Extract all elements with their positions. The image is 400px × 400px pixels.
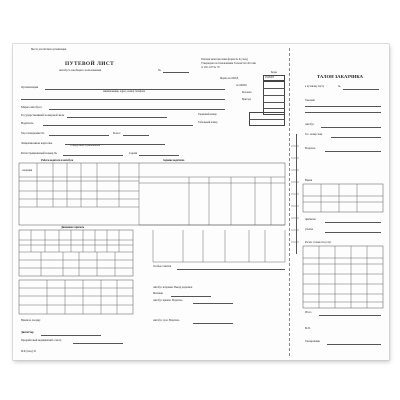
organization-label: Организация [21, 85, 39, 89]
coupon-time-label: Время [305, 179, 313, 182]
personnel-label: Табельный номер [198, 121, 218, 124]
org-stamp-note: Место для штампа организации [31, 48, 67, 51]
coupon-customer-label: Заказчик [305, 99, 315, 102]
plate-field[interactable] [67, 117, 167, 118]
okud-label: Форма по ОКУД [220, 77, 239, 80]
work-section-title: Работа водителя и автобуса [41, 159, 74, 162]
approval-line-2: Утверждена постановлением Госкомстата России [201, 62, 256, 65]
series-label: Серия [129, 151, 138, 155]
garage-label: Гаражный номер [198, 113, 217, 116]
coupon-time-table [303, 184, 383, 212]
brigade-label: Бригада [242, 98, 251, 101]
coupon-customer-field[interactable] [305, 106, 381, 107]
coupon-plate-label: Гос. номер знак [305, 133, 323, 136]
bus-issued-label: Автобус исправен. Выезд разрешен [153, 286, 193, 289]
number-field[interactable] [163, 72, 189, 73]
coupon-plate-field[interactable] [331, 137, 381, 138]
fuel-section-title: Движение горючего [61, 226, 85, 229]
license-card-types: стандартная, ограниченная [70, 144, 100, 147]
extra-notes-label: Особые отметки [153, 265, 172, 268]
postings-label: Время на поездку [21, 319, 41, 322]
coupon-departure-label: убытие [305, 228, 313, 231]
page-note: Ф.6 (спец.) 01 [21, 350, 37, 353]
work-task-table [19, 163, 285, 225]
form-subtitle: автобуса необщего пользования [59, 68, 101, 72]
approval-line-3: от 28.11.97 № 78 [201, 66, 220, 69]
license-card-label: Лицензионная карточка [21, 141, 53, 145]
license-field[interactable] [49, 135, 109, 136]
reg-number-field[interactable] [63, 155, 123, 156]
class-label: Класс [113, 131, 121, 135]
codes-box [263, 81, 285, 115]
operation-col: операция [22, 169, 33, 172]
license-label: Удостоверение № [21, 131, 45, 135]
mechanic-label: Механик [153, 292, 163, 295]
coupon-bus-label: Автобус [305, 123, 315, 126]
coupon-driver-label: Водитель [305, 147, 316, 150]
approval-line-1: Типовая межотраслевая форма № 6 (спец.) [201, 58, 249, 61]
organization-caption: наименование, адрес, номер телефона [103, 90, 146, 93]
dispatcher-label: Диспетчер [21, 331, 34, 334]
driver-label: Водитель [21, 121, 34, 125]
coupon-number-field[interactable] [343, 89, 379, 90]
bus-make-label: Марка автобуса [21, 105, 42, 109]
codes-label: Коды [271, 71, 277, 74]
number-sign: № [158, 68, 161, 72]
coupon-bus-field[interactable] [321, 127, 381, 128]
task-continuation-grid [153, 230, 285, 262]
coupon-stamp-label: М.П. [305, 327, 311, 330]
reg-number-label: Регистрационный номер № [21, 151, 58, 155]
bus-make-field[interactable] [49, 109, 225, 110]
coupon-arrival-label: прибытие [305, 218, 316, 221]
coupon-tariff-signature[interactable] [327, 344, 381, 345]
waybill-form-sheet [13, 44, 389, 360]
coupon-total-label: Итого [305, 311, 312, 314]
coupon-number-label: к путевому листу [305, 85, 325, 88]
task-section-title: Задание водителю [163, 159, 185, 162]
column-label: Колонна [242, 91, 252, 94]
time-table [19, 280, 133, 314]
medical-label: Предрейсовый медицинский осмотр [21, 339, 62, 342]
fuel-table [19, 230, 133, 276]
form-title: ПУТЕВОЙ ЛИСТ [65, 61, 115, 67]
driver-field[interactable] [43, 125, 193, 126]
dispatcher-signature[interactable] [41, 335, 101, 336]
coupon-calc-table [303, 246, 383, 308]
extra-notes-field[interactable] [177, 269, 285, 270]
bus-handed-label: Автобус сдал. Водитель [153, 319, 180, 322]
tear-line [289, 48, 290, 356]
coupon-calc-label: Расчет стоимости услуг [305, 241, 332, 244]
okud-value: 0345005 [265, 76, 275, 79]
bus-accepted-label: Автобус принял. Водитель [153, 299, 183, 302]
tear-strip-ticks [291, 136, 299, 254]
plate-label: Государственный номерной знак [21, 113, 65, 117]
coupon-driver-field[interactable] [325, 151, 381, 152]
series-field[interactable] [139, 155, 179, 156]
okpo-label: по ОКПО [236, 84, 247, 87]
coupon-number-sign: № [338, 85, 341, 88]
coupon-title: ТАЛОН ЗАКАЗЧИКА [317, 74, 363, 79]
coupon-tariff-label: Таксировщик [305, 340, 320, 343]
class-field[interactable] [123, 135, 149, 136]
